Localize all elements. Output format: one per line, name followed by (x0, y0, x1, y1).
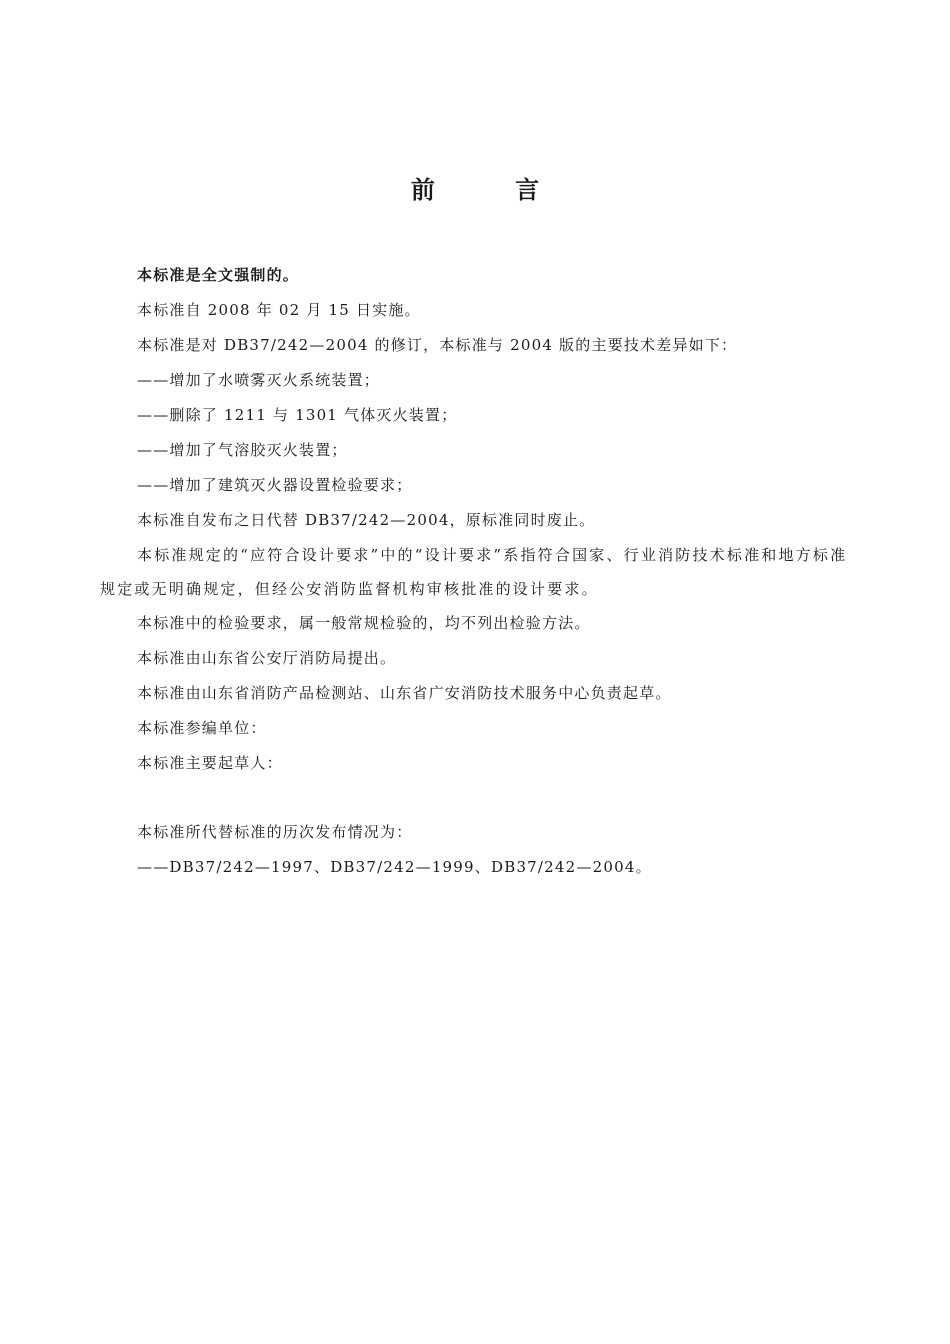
paragraph-participating-units: 本标准参编单位： (137, 719, 267, 737)
paragraph-mandatory-statement: 本标准是全文强制的。 (137, 266, 300, 284)
spacer (100, 781, 856, 815)
paragraph-drafted-by: 本标准由山东省消防产品检测站、山东省广安消防技术服务中心负责起草。 (137, 684, 672, 702)
paragraph-effective-date: 本标准自 2008 年 02 月 15 日实施。 (137, 301, 421, 319)
paragraph-release-history: ——DB37/242—1997、DB37/242—1999、DB37/242—2004。 (137, 858, 652, 876)
paragraph-revision-note: 本标准是对 DB37/242—2004 的修订，本标准与 2004 版的主要技术差异如下： (137, 336, 738, 354)
paragraph-inspection-requirements: 本标准中的检验要求，属一般常规检验的，均不列出检验方法。 (137, 614, 591, 632)
paragraph-diff-item: ——删除了 1211 与 1301 气体灭火装置； (137, 406, 458, 424)
paragraph-proposed-by: 本标准由山东省公安厅消防局提出。 (137, 649, 397, 667)
paragraph-release-history-heading: 本标准所代替标准的历次发布情况为： (137, 823, 413, 841)
page-title: 前 言 (410, 176, 576, 204)
paragraph-diff-item: ——增加了建筑灭火器设置检验要求； (137, 476, 413, 494)
paragraph-design-requirements: 本标准规定的“应符合设计要求”中的“设计要求”系指符合国家、行业消防技术标准和地方标准规定或无明确规定，但经公安消防监督机构审核批准的设计要求。 (100, 546, 848, 598)
document-body (100, 258, 856, 885)
paragraph-supersedes: 本标准自发布之日代替 DB37/242—2004，原标准同时废止。 (137, 511, 596, 529)
paragraph-diff-item: ——增加了气溶胶灭火装置； (137, 441, 348, 459)
paragraph-main-drafters: 本标准主要起草人： (137, 754, 283, 772)
paragraph-diff-item: ——增加了水喷雾灭火系统装置； (137, 371, 381, 389)
